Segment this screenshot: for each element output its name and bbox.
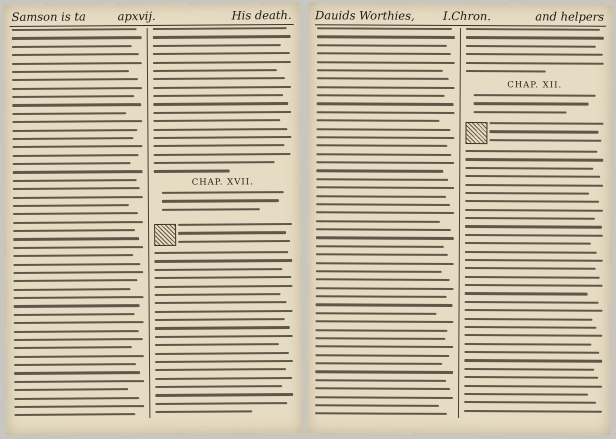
body-text-lines [315, 27, 455, 418]
right-header-left: Dauids Worthies, [315, 8, 415, 23]
left-header-right: His death. [231, 8, 292, 23]
left-page-column-2 [153, 27, 294, 418]
body-text-lines [466, 28, 604, 77]
body-text-lines [153, 27, 292, 178]
left-header-center: apxvij. [117, 8, 156, 24]
body-text-lines [178, 223, 292, 252]
body-text-lines [464, 150, 603, 419]
chapter-heading: CHAP. XVII. [191, 177, 254, 188]
right-page [307, 3, 612, 435]
right-page-column-2 [464, 28, 604, 419]
chapter-summary-lines [474, 94, 596, 121]
right-column-divider [458, 28, 461, 418]
left-column-divider [147, 28, 151, 418]
drop-cap-ornament [465, 122, 487, 144]
body-text-lines [489, 122, 603, 151]
drop-cap-ornament [154, 224, 176, 246]
right-header-right: and helpers [535, 9, 605, 24]
left-page-column-1 [12, 28, 145, 419]
left-page [4, 3, 303, 435]
body-text-lines [12, 28, 145, 419]
left-running-header [10, 6, 294, 27]
chapter-summary-lines [162, 191, 284, 218]
chapter-heading: CHAP. XII. [507, 80, 563, 91]
left-header-left: Samson is ta [11, 9, 86, 24]
right-header-center: I.Chron. [443, 8, 491, 24]
body-text-lines [154, 251, 293, 418]
right-running-header [315, 6, 606, 27]
right-page-column-1 [315, 27, 455, 418]
